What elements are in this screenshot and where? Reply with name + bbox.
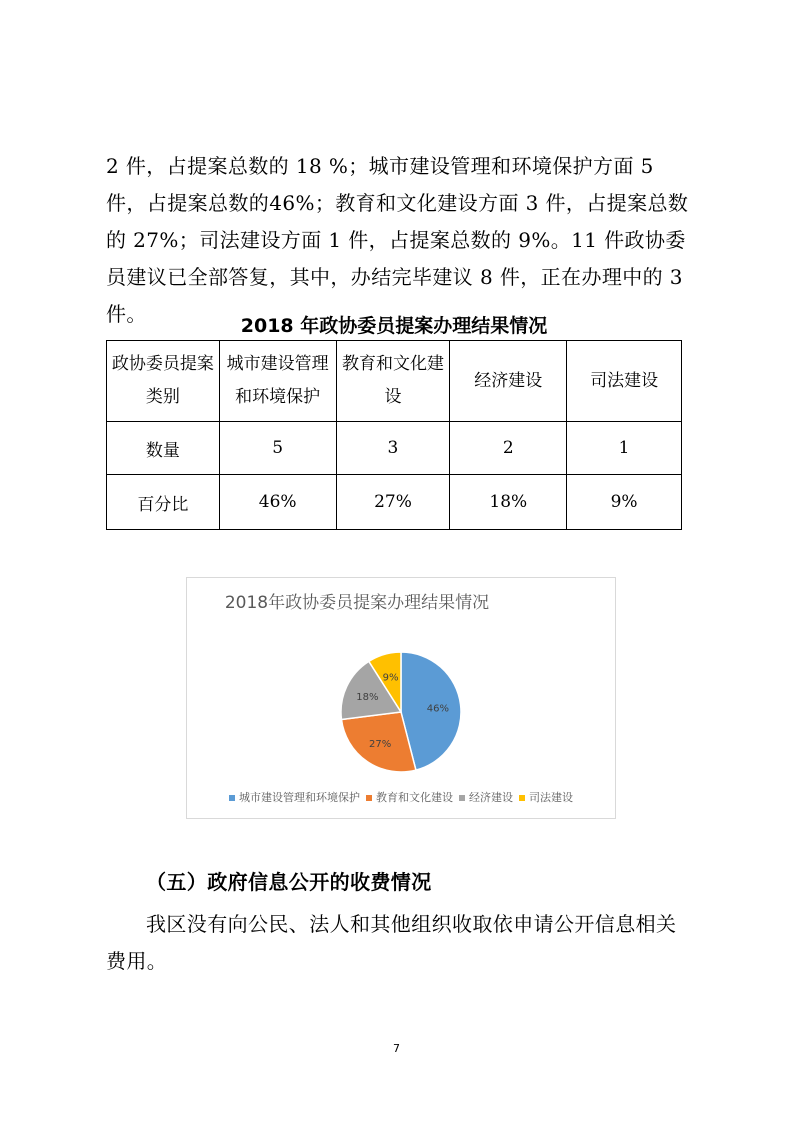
legend-swatch-1 bbox=[229, 795, 235, 801]
legend-item-1 bbox=[229, 789, 360, 805]
legend-swatch-4 bbox=[519, 795, 525, 801]
header-cell-judicial: 司法建设 bbox=[567, 341, 682, 422]
table-cell: 1 bbox=[567, 422, 682, 475]
legend-item-4 bbox=[519, 789, 573, 805]
table-cell: 5 bbox=[219, 422, 336, 475]
table-cell: 46% bbox=[219, 475, 336, 530]
legend-item-2 bbox=[366, 789, 453, 805]
header-cell-education: 教育和文化建设 bbox=[336, 341, 450, 422]
legend-label-3: 经济建设 bbox=[469, 791, 513, 804]
pie-slice-label-2: 27% bbox=[368, 738, 392, 750]
pie-slice-label-4: 9% bbox=[382, 672, 399, 684]
page-number: 7 bbox=[393, 1042, 400, 1055]
pie-slice-label-3: 18% bbox=[356, 692, 379, 704]
legend-label-1: 城市建设管理和环境保护 bbox=[239, 791, 360, 804]
legend-swatch-2 bbox=[366, 795, 372, 801]
section-heading: （五）政府信息公开的收费情况 bbox=[146, 870, 432, 894]
legend-swatch-3 bbox=[459, 795, 465, 801]
table-cell: 3 bbox=[336, 422, 450, 475]
header-cell-category: 政协委员提案类别 bbox=[107, 341, 220, 422]
table-cell: 27% bbox=[336, 475, 450, 530]
legend-item-3 bbox=[459, 789, 513, 805]
chart-legend bbox=[187, 789, 615, 805]
table-cell: 百分比 bbox=[107, 475, 220, 530]
table-cell: 2 bbox=[450, 422, 567, 475]
pie-chart bbox=[186, 577, 616, 819]
header-cell-economy: 经济建设 bbox=[450, 341, 567, 422]
table-header-row bbox=[107, 341, 682, 422]
table-cell: 9% bbox=[567, 475, 682, 530]
legend-label-4: 司法建设 bbox=[529, 791, 573, 804]
header-cell-urban: 城市建设管理和环境保护 bbox=[219, 341, 336, 422]
proposal-table bbox=[106, 340, 682, 530]
table-row-percent bbox=[107, 475, 682, 530]
table-row-count bbox=[107, 422, 682, 475]
pie-slice-label-1: 46% bbox=[426, 703, 450, 715]
legend-label-2: 教育和文化建设 bbox=[376, 791, 453, 804]
table-cell: 18% bbox=[450, 475, 567, 530]
body-paragraph-1: 2 件，占提案总数的 18 %；城市建设管理和环境保护方面 5 件，占提案总数的46%；教育和文化建设方面 3 件，占提案总数的 27%；司法建设方面 1 件，占提案总数的 9%。11 件政协委员建议已全部答复，其中，办结完毕建议 8 件，正在办理中的 3 件。 bbox=[106, 154, 689, 326]
pie-chart-canvas bbox=[187, 578, 615, 818]
chart-title: 2018年政协委员提案办理结果情况 bbox=[224, 593, 490, 613]
table-cell: 数量 bbox=[107, 422, 220, 475]
body-paragraph-2: 我区没有向公民、法人和其他组织收取依申请公开信息相关费用。 bbox=[106, 912, 677, 973]
table-title: 2018 年政协委员提案办理结果情况 bbox=[240, 315, 548, 337]
